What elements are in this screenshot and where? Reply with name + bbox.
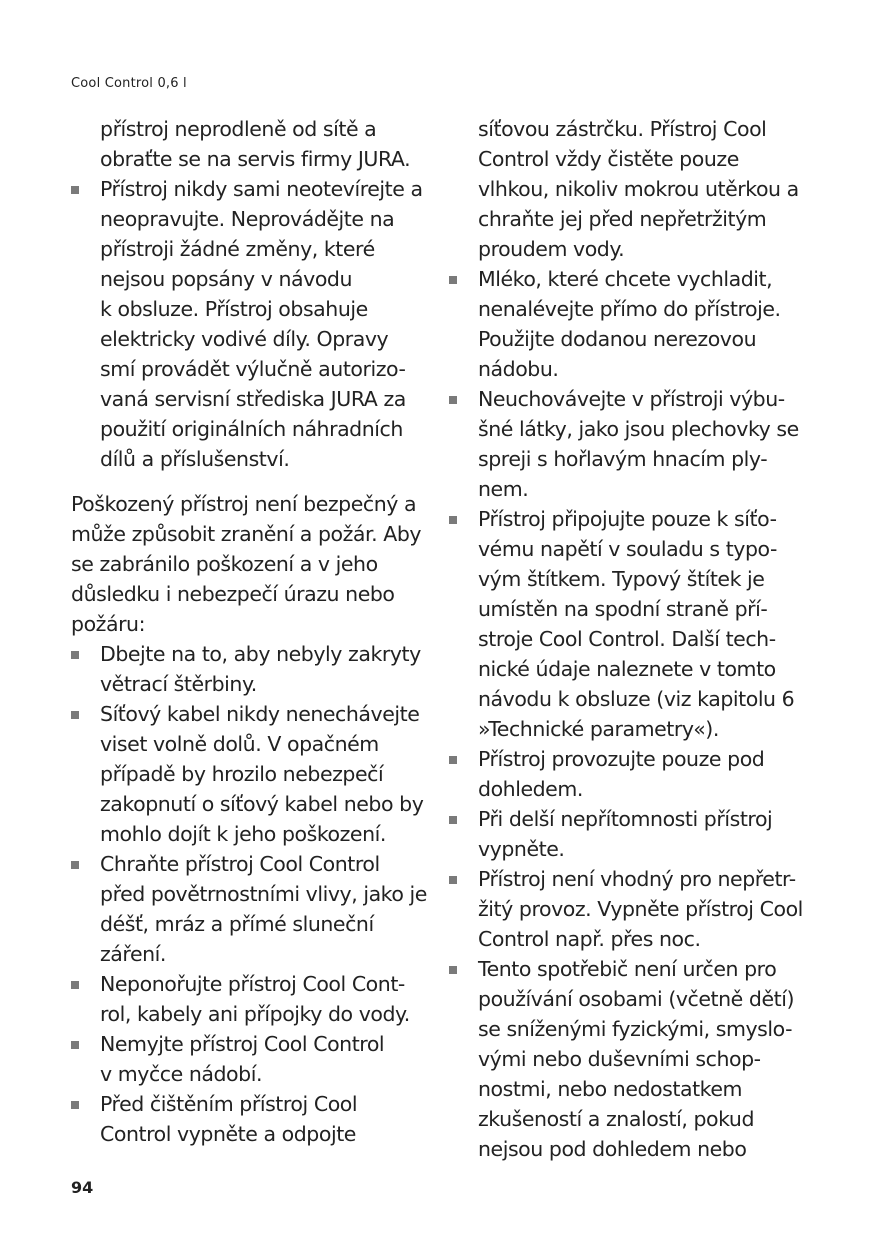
text-line: nenalévejte přímo do přístroje. — [478, 297, 781, 321]
paragraph-line: požáru: — [71, 612, 146, 636]
text-line: Použijte dodanou nerezovou — [478, 327, 757, 351]
bullet-line: Nemyjte přístroj Cool Control — [71, 1029, 441, 1059]
text-line: vému napětí v souladu s typo- — [478, 537, 777, 561]
bullet-icon — [71, 861, 79, 869]
text-line: neopravujte. Neprovádějte na — [100, 207, 395, 231]
text-line: stroje Cool Control. Další tech- — [478, 627, 776, 651]
bullet-icon — [71, 711, 79, 719]
text-line: vypněte. — [478, 837, 565, 861]
bullet-line: Přístroj provozujte pouze pod — [449, 744, 829, 774]
text-line: případě by hrozilo nebezpečí — [100, 762, 384, 786]
text-line: se sníženými fyzickými, smyslo- — [478, 1017, 793, 1041]
text-line: Control např. přes noc. — [478, 927, 701, 951]
bullet-icon — [71, 1101, 79, 1109]
bullet-line: Síťový kabel nikdy nenechávejte — [71, 699, 441, 729]
text-line: nejsou popsány v návodu — [100, 267, 353, 291]
paragraph-line: Poškozený přístroj není bezpečný a — [71, 492, 417, 516]
text-line: použití originálních náhradních — [100, 417, 403, 441]
text-line: nostmi, nebo nedostatkem — [478, 1077, 743, 1101]
text-line: v myčce nádobí. — [100, 1062, 263, 1086]
text-line: šné látky, jako jsou plechovky se — [478, 417, 799, 441]
bullet-line: Chraňte přístroj Cool Control — [71, 849, 441, 879]
text-line: před povětrnostními vlivy, jako je — [100, 882, 427, 906]
text-line: spreji s hořlavým hnacím ply- — [478, 447, 768, 471]
bullet-line: Přístroj připojujte pouze k síťo- — [449, 504, 829, 534]
text-line: zakopnutí o síťový kabel nebo by — [100, 792, 424, 816]
text-line: návodu k obsluze (viz kapitolu 6 — [478, 687, 795, 711]
text-line: rol, kabely ani přípojky do vody. — [100, 1002, 410, 1026]
text-line: síťovou zástrčku. Přístroj Cool — [478, 117, 767, 141]
text-line: nejsou pod dohledem nebo — [478, 1137, 747, 1161]
text-line: vlhkou, nikoliv mokrou utěrkou a — [478, 177, 799, 201]
bullet-icon — [449, 516, 457, 524]
page-number: 94 — [71, 1178, 94, 1197]
bullet-icon — [449, 756, 457, 764]
text-line: »Technické parametry«). — [478, 717, 719, 741]
text-line: elektricky vodivé díly. Opravy — [100, 327, 389, 351]
text-line: proudem vody. — [478, 237, 625, 261]
text-line: zkušeností a znalostí, pokud — [478, 1107, 755, 1131]
text-line: obraťte se na servis firmy JURA. — [100, 147, 411, 171]
bullet-icon — [449, 966, 457, 974]
bullet-icon — [71, 1041, 79, 1049]
bullet-line: Přístroj není vhodný pro nepřetr- — [449, 864, 829, 894]
text-line: déšť, mráz a přímé sluneční — [100, 912, 374, 936]
left-column — [71, 114, 441, 1149]
text-line: mohlo dojít k jeho poškození. — [100, 822, 386, 846]
text-line: chraňte jej před nepřetržitým — [478, 207, 767, 231]
text-line: nádobu. — [478, 357, 559, 381]
text-line: žitý provoz. Vypněte přístroj Cool — [478, 897, 803, 921]
paragraph-line: důsledku i nebezpečí úrazu nebo — [71, 582, 395, 606]
bullet-line: Neuchovávejte v přístroji výbu- — [449, 384, 829, 414]
text-line: viset volně dolů. V opačném — [100, 732, 379, 756]
running-header: Cool Control 0,6 l — [71, 76, 187, 91]
bullet-icon — [449, 816, 457, 824]
text-line: přístroj neprodleně od sítě a — [100, 117, 377, 141]
text-line: k obsluze. Přístroj obsahuje — [100, 297, 368, 321]
text-line: Control vypněte a odpojte — [100, 1122, 356, 1146]
text-line: větrací štěrbiny. — [100, 672, 257, 696]
bullet-line: Tento spotřebič není určen pro — [449, 954, 829, 984]
bullet-line: Neponořujte přístroj Cool Cont- — [71, 969, 441, 999]
paragraph-line: může způsobit zranění a požár. Aby — [71, 522, 422, 546]
paragraph-line: se zabránilo poškození a v jeho — [71, 552, 378, 576]
text-line: přístroji žádné změny, které — [100, 237, 375, 261]
bullet-icon — [449, 876, 457, 884]
text-line: vými nebo duševními schop- — [478, 1047, 761, 1071]
bullet-icon — [71, 651, 79, 659]
bullet-line: Přístroj nikdy sami neotevírejte a — [71, 174, 441, 204]
text-line: nem. — [478, 477, 529, 501]
bullet-line: Před čištěním přístroj Cool — [71, 1089, 441, 1119]
right-column — [449, 114, 829, 1164]
text-line: Control vždy čistěte pouze — [478, 147, 739, 171]
text-line: používání osobami (včetně dětí) — [478, 987, 795, 1011]
text-line: nické údaje naleznete v tomto — [478, 657, 776, 681]
bullet-line: Dbejte na to, aby nebyly zakryty — [71, 639, 441, 669]
text-line: dílů a příslušenství. — [100, 447, 290, 471]
bullet-line: Při delší nepřítomnosti přístroj — [449, 804, 829, 834]
text-line: smí provádět výlučně autorizo- — [100, 357, 406, 381]
bullet-icon — [71, 981, 79, 989]
bullet-icon — [449, 276, 457, 284]
text-line: dohledem. — [478, 777, 583, 801]
text-line: vaná servisní střediska JURA za — [100, 387, 406, 411]
bullet-icon — [71, 186, 79, 194]
text-line: záření. — [100, 942, 166, 966]
bullet-icon — [449, 396, 457, 404]
bullet-line: Mléko, které chcete vychladit, — [449, 264, 829, 294]
text-line: umístěn na spodní straně pří- — [478, 597, 768, 621]
text-line: vým štítkem. Typový štítek je — [478, 567, 765, 591]
